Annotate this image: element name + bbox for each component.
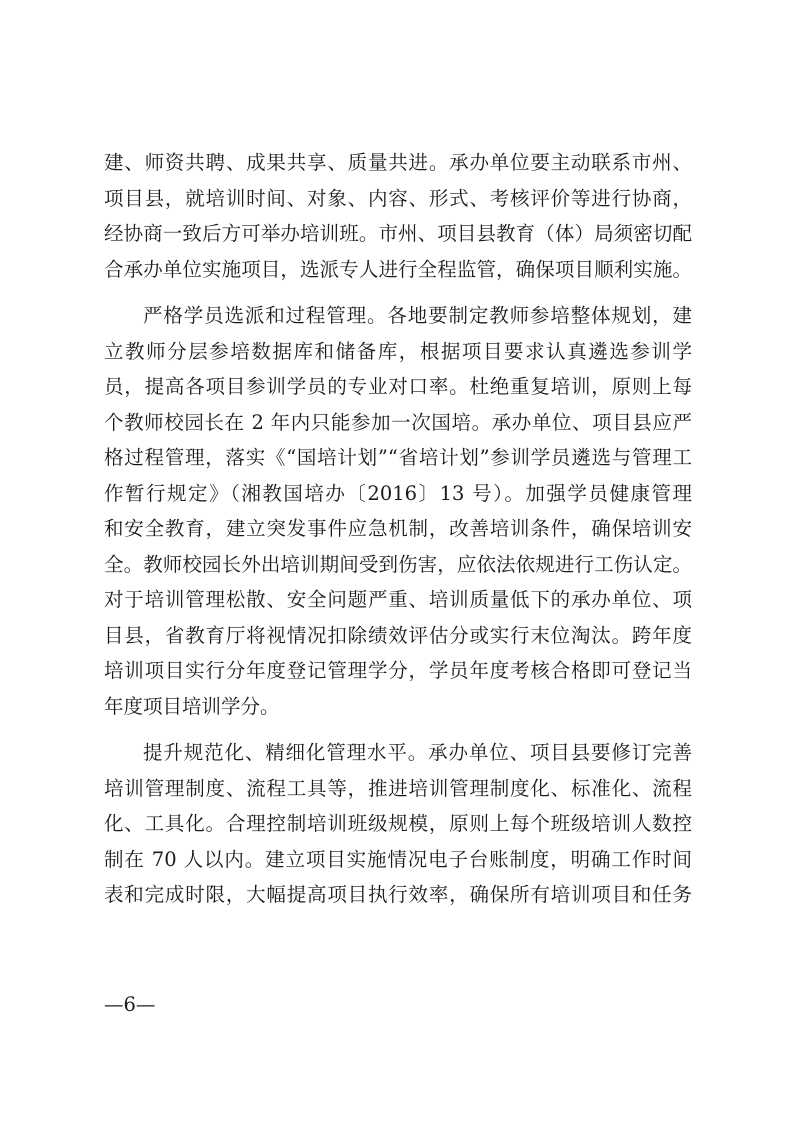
paragraph [104,735,692,913]
text-line: 年度项目培训学分。 [104,694,280,718]
paragraph [104,298,692,724]
text-line: 严格学员选派和过程管理。各地要制定教师参培整体规划，建 [143,304,692,327]
text-line: 个教师校园长在 2 年内只能参加一次国培。承办单位、项目县应严 [104,410,692,434]
text-line: 立教师分层参培数据库和储备库，根据项目要求认真遴选参训学 [104,339,692,363]
text-line: 表和完成时限，大幅提高项目执行效率，确保所有培训项目和任务 [104,883,692,906]
text-line: 目县，省教育厅将视情况扣除绩效评估分或实行末位淘汰。跨年度 [104,623,692,647]
text-line: 培训管理制度、流程工具等，推进培训管理制度化、标准化、流程 [104,776,692,800]
text-line: 提升规范化、精细化管理水平。承办单位、项目县要修订完善 [143,741,692,764]
paragraph [104,145,692,287]
text-line: 作暂行规定》（湘教国培办〔2016〕13 号）。加强学员健康管理 [104,481,692,505]
text-line: 经协商一致后方可举办培训班。市州、项目县教育（体）局须密切配 [104,222,692,245]
text-line: 化、工具化。合理控制培训班级规模，原则上每个班级培训人数控 [104,812,692,835]
text-line: 全。教师校园长外出培训期间受到伤害，应依法依规进行工伤认定。 [104,552,692,576]
paragraph-gap [104,724,692,735]
page-number: —6— [104,993,156,1016]
body-text [104,145,692,913]
text-line: 对于培训管理松散、安全问题严重、培训质量低下的承办单位、项 [104,588,692,611]
text-line: 合承办单位实施项目，选派专人进行全程监管，确保项目顺利实施。 [104,257,692,281]
paragraph-gap [104,287,692,298]
text-line: 和安全教育，建立突发事件应急机制，改善培训条件，确保培训安 [104,517,692,540]
text-line: 制在 70 人以内。建立项目实施情况电子台账制度，明确工作时间 [104,847,692,871]
text-line: 员，提高各项目参训学员的专业对口率。杜绝重复培训，原则上每 [104,375,692,398]
text-line: 格过程管理，落实《“国培计划”“省培计划”参训学员遴选与管理工 [104,446,692,469]
text-line: 项目县，就培训时间、对象、内容、形式、考核评价等进行协商， [104,186,692,210]
text-line: 培训项目实行分年度登记管理学分，学员年度考核合格即可登记当 [104,659,692,682]
text-line: 建、师资共聘、成果共享、质量共进。承办单位要主动联系市州、 [104,151,692,174]
